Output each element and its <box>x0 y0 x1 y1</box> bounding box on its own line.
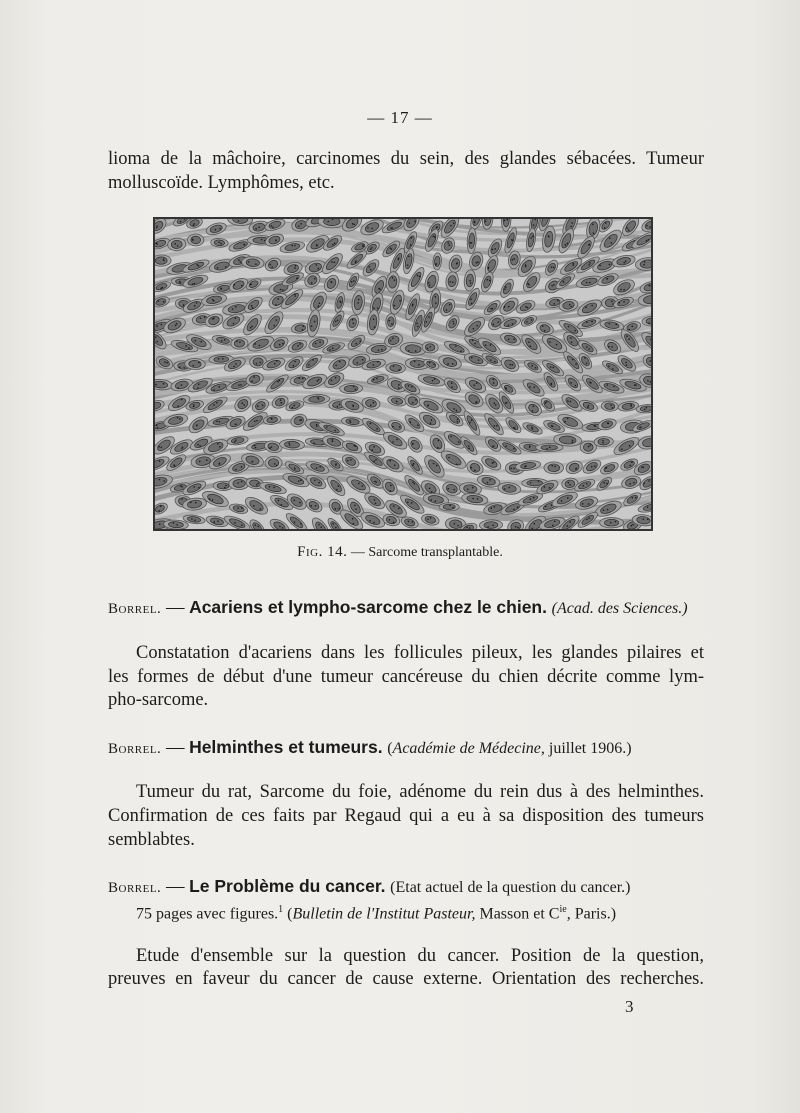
cell-nucleus <box>443 504 455 509</box>
entry-1-source: (Acad. des Sciences.) <box>551 600 688 617</box>
entry-3-publisher: Masson et C <box>475 905 560 923</box>
cell-nucleus <box>527 480 543 486</box>
entry-1-body-line-2: les formes de début d'une tumeur cancéreuse du chien décrite comme lym- <box>108 667 704 687</box>
entry-3-pages: 75 pages avec figures. <box>136 905 279 923</box>
entry-2-body-line-3: semblabtes. <box>108 830 195 850</box>
cell-nucleus <box>344 385 358 392</box>
entry-2-title: Helminthes et tumeurs. <box>189 737 383 757</box>
cell-nucleus <box>390 364 402 371</box>
cell <box>340 383 363 394</box>
entry-3-publisher-sup: ie <box>559 904 567 915</box>
cell-nucleus <box>548 464 560 472</box>
chromatin-dot <box>276 465 278 467</box>
cell-nucleus <box>214 356 229 362</box>
entry-2-heading <box>108 736 704 760</box>
cell-nucleus <box>604 519 618 526</box>
chromatin-dot <box>610 522 612 524</box>
entry-1-body-line-3: pho-sarcome. <box>108 690 209 710</box>
cell-nucleus <box>155 257 167 264</box>
figure-caption-label: Fig. 14. <box>297 544 348 560</box>
figure-14-illustration <box>153 217 653 531</box>
entry-3-body-line-2: preuves en faveur du cancer de cause externe. Orientation des recherches. <box>108 969 704 989</box>
cell-nucleus <box>598 438 610 445</box>
figure-caption-text: — Sarcome transplantable. <box>350 545 503 560</box>
entry-2-body-line-1: Tumeur du rat, Sarcome du foie, adénome du rein dus à des helminthes. <box>136 782 704 802</box>
chromatin-dot <box>538 481 540 483</box>
cell-nucleus <box>484 521 498 528</box>
chromatin-dot <box>615 521 617 523</box>
entry-1-heading <box>108 596 704 620</box>
entry-2-source-open: ( <box>387 740 393 757</box>
entry-3-author: Borrel. <box>108 880 162 896</box>
figure-caption <box>0 544 800 561</box>
entry-1-author: Borrel. <box>108 601 162 617</box>
entry-3-pub-open: ( <box>287 905 293 923</box>
chromatin-dot <box>549 447 551 449</box>
entry-1-title: Acariens et lympho-sarcome chez le chien. <box>189 597 547 617</box>
chromatin-dot <box>530 482 532 484</box>
cell-nucleus <box>168 521 183 528</box>
cell <box>187 234 203 246</box>
cell-nucleus <box>217 483 229 489</box>
cell-nucleus <box>253 358 264 367</box>
chromatin-dot <box>274 463 276 465</box>
cell-nucleus <box>234 339 245 347</box>
cell-nucleus <box>434 256 440 267</box>
entry-2-dash: — <box>165 738 185 758</box>
cell <box>231 337 249 349</box>
entry-2-source-date: juillet 1906.) <box>544 740 632 757</box>
cell <box>439 503 459 511</box>
cell <box>265 456 282 469</box>
cell <box>600 517 624 527</box>
entry-3-dash: — <box>165 877 185 897</box>
cell-nucleus <box>233 479 246 487</box>
cell-nucleus <box>468 233 475 249</box>
cell <box>155 255 171 266</box>
entry-3-heading <box>108 875 704 899</box>
signature-number: 3 <box>625 997 634 1016</box>
entry-3-body-line-1: Etude d'ensemble sur la question du cancer. Position de la question, <box>136 946 704 966</box>
entry-1-dash: — <box>165 598 185 618</box>
cell <box>544 462 564 474</box>
cell-nucleus <box>387 317 394 327</box>
entry-3-city: , Paris.) <box>566 905 617 923</box>
entry-2-source-journal: Académie de Médecine, <box>392 740 545 757</box>
entry-2-body-line-2: Confirmation de ces faits par Regaud qui a eu à sa disposition des tumeurs <box>108 806 704 826</box>
sarcoma-cells-drawing <box>155 219 651 529</box>
cell-nucleus <box>605 403 615 410</box>
chromatin-dot <box>192 239 194 241</box>
page-number: — 17 — <box>367 108 433 127</box>
intro-line-2: molluscoïde. Lymphômes, etc. <box>108 173 335 193</box>
entry-1-body-line-1: Constatation d'acariens dans les follicules pileux, les glandes pilaires et <box>136 643 704 663</box>
entry-3-note: (Etat actuel de la question du cancer.) <box>390 879 631 896</box>
intro-line-1: lioma de la mâchoire, carcinomes du sein, des glandes sébacées. Tumeur <box>108 149 704 169</box>
chromatin-dot <box>163 258 165 260</box>
entry-2-author: Borrel. <box>108 741 162 757</box>
entry-3-title: Le Problème du cancer. <box>189 876 386 896</box>
entry-3-footnote-mark: 1 <box>278 904 284 915</box>
chromatin-dot <box>449 505 451 507</box>
chromatin-dot <box>452 507 454 509</box>
chromatin-dot <box>546 448 548 450</box>
entry-3-publication <box>136 899 732 925</box>
entry-3-journal: Bulletin de l'Institut Pasteur, <box>292 905 476 923</box>
